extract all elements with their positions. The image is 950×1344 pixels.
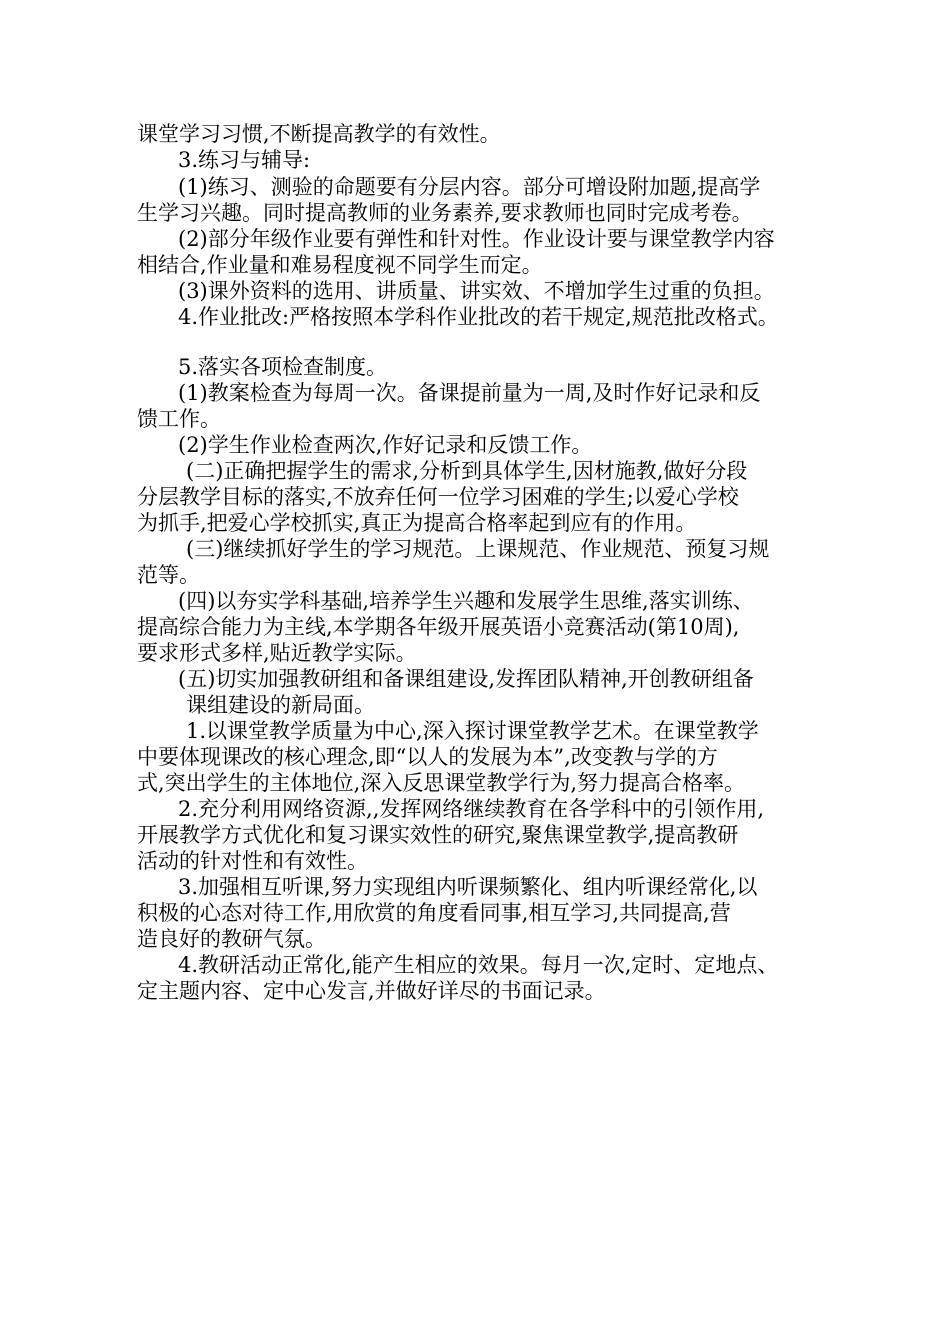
text-line: 课堂学习习惯,不断提高教学的有效性。 [137,122,501,146]
text-line: (1)教案检查为每周一次。备课提前量为一周,及时作好记录和反 [178,381,761,405]
text-line: 3.加强相互听课,努力实现组内听课频繁化、组内听课经常化,以 [178,875,758,899]
text-line: (2)部分年级作业要有弹性和针对性。作业设计要与课堂教学内容 [178,227,775,251]
text-line: 分层教学目标的落实,不放弃任何一位学习困难的学生;以爱心学校 [137,485,739,509]
text-line: 定主题内容、定中心发言,并做好详尽的书面记录。 [137,979,606,1003]
text-line: (五)切实加强教研组和备课组建设,发挥团队精神,开创教研组备 [178,667,754,691]
text-line: (3)课外资料的选用、讲质量、讲实效、不增加学生过重的负担。 [178,279,775,303]
text-line: 为抓手,把爱心学校抓实,真正为提高合格率起到应有的作用。 [137,511,697,535]
text-line: 式,突出学生的主体地位,深入反思课堂教学行为,努力提高合格率。 [137,771,746,795]
text-line: 课组建设的新局面。 [186,693,375,717]
text-line: 要求形式多样,贴近教学实际。 [137,641,417,665]
text-line: 馈工作。 [137,407,221,431]
text-line: (1)练习、测验的命题要有分层内容。部分可增设附加题,提高学 [178,175,761,199]
text-line: 造良好的教研气氛。 [137,927,326,951]
text-line: (四)以夯实学科基础,培养学生兴趣和发展学生思维,落实训练、 [178,589,754,613]
text-line: 相结合,作业量和难易程度视不同学生而定。 [137,253,543,277]
text-line: 生学习兴趣。同时提高教师的业务素养,要求教师也同时完成考卷。 [137,201,753,225]
text-line: 积极的心态对待工作,用欣赏的角度看同事,相互学习,共同提高,营 [137,901,731,925]
text-line: 1.以课堂教学质量为中心,深入探讨课堂教学艺术。在课堂教学 [186,719,759,743]
text-line: 4.作业批改:严格按照本学科作业批改的若干规定,规范批改格式。 [178,305,779,329]
text-line: (二)正确把握学生的需求,分析到具体学生,因材施教,做好分段 [186,459,748,483]
text-line: (三)继续抓好学生的学习规范。上课规范、作业规范、预复习规 [186,537,770,561]
text-line: 开展教学方式优化和复习课实效性的研究,聚焦课堂教学,提高教研 [137,823,739,847]
text-line: (2)学生作业检查两次,作好记录和反馈工作。 [178,433,593,457]
text-line: 4.教研活动正常化,能产生相应的效果。每月一次,定时、定地点、 [178,953,779,977]
text-line: 3.练习与辅导: [178,148,311,172]
text-line: 提高综合能力为主线,本学期各年级开展英语小竞赛活动(第10周), [137,615,740,639]
text-line: 2.充分利用网络资源,,发挥网络继续教育在各学科中的引领作用, [178,797,765,821]
text-line: 范等。 [137,563,200,587]
text-line: 5.落实各项检查制度。 [178,355,388,379]
text-line: 中要体现课改的核心理念,即“以人的发展为本”,改变教与学的方 [137,745,718,769]
text-line: 活动的针对性和有效性。 [137,849,368,873]
